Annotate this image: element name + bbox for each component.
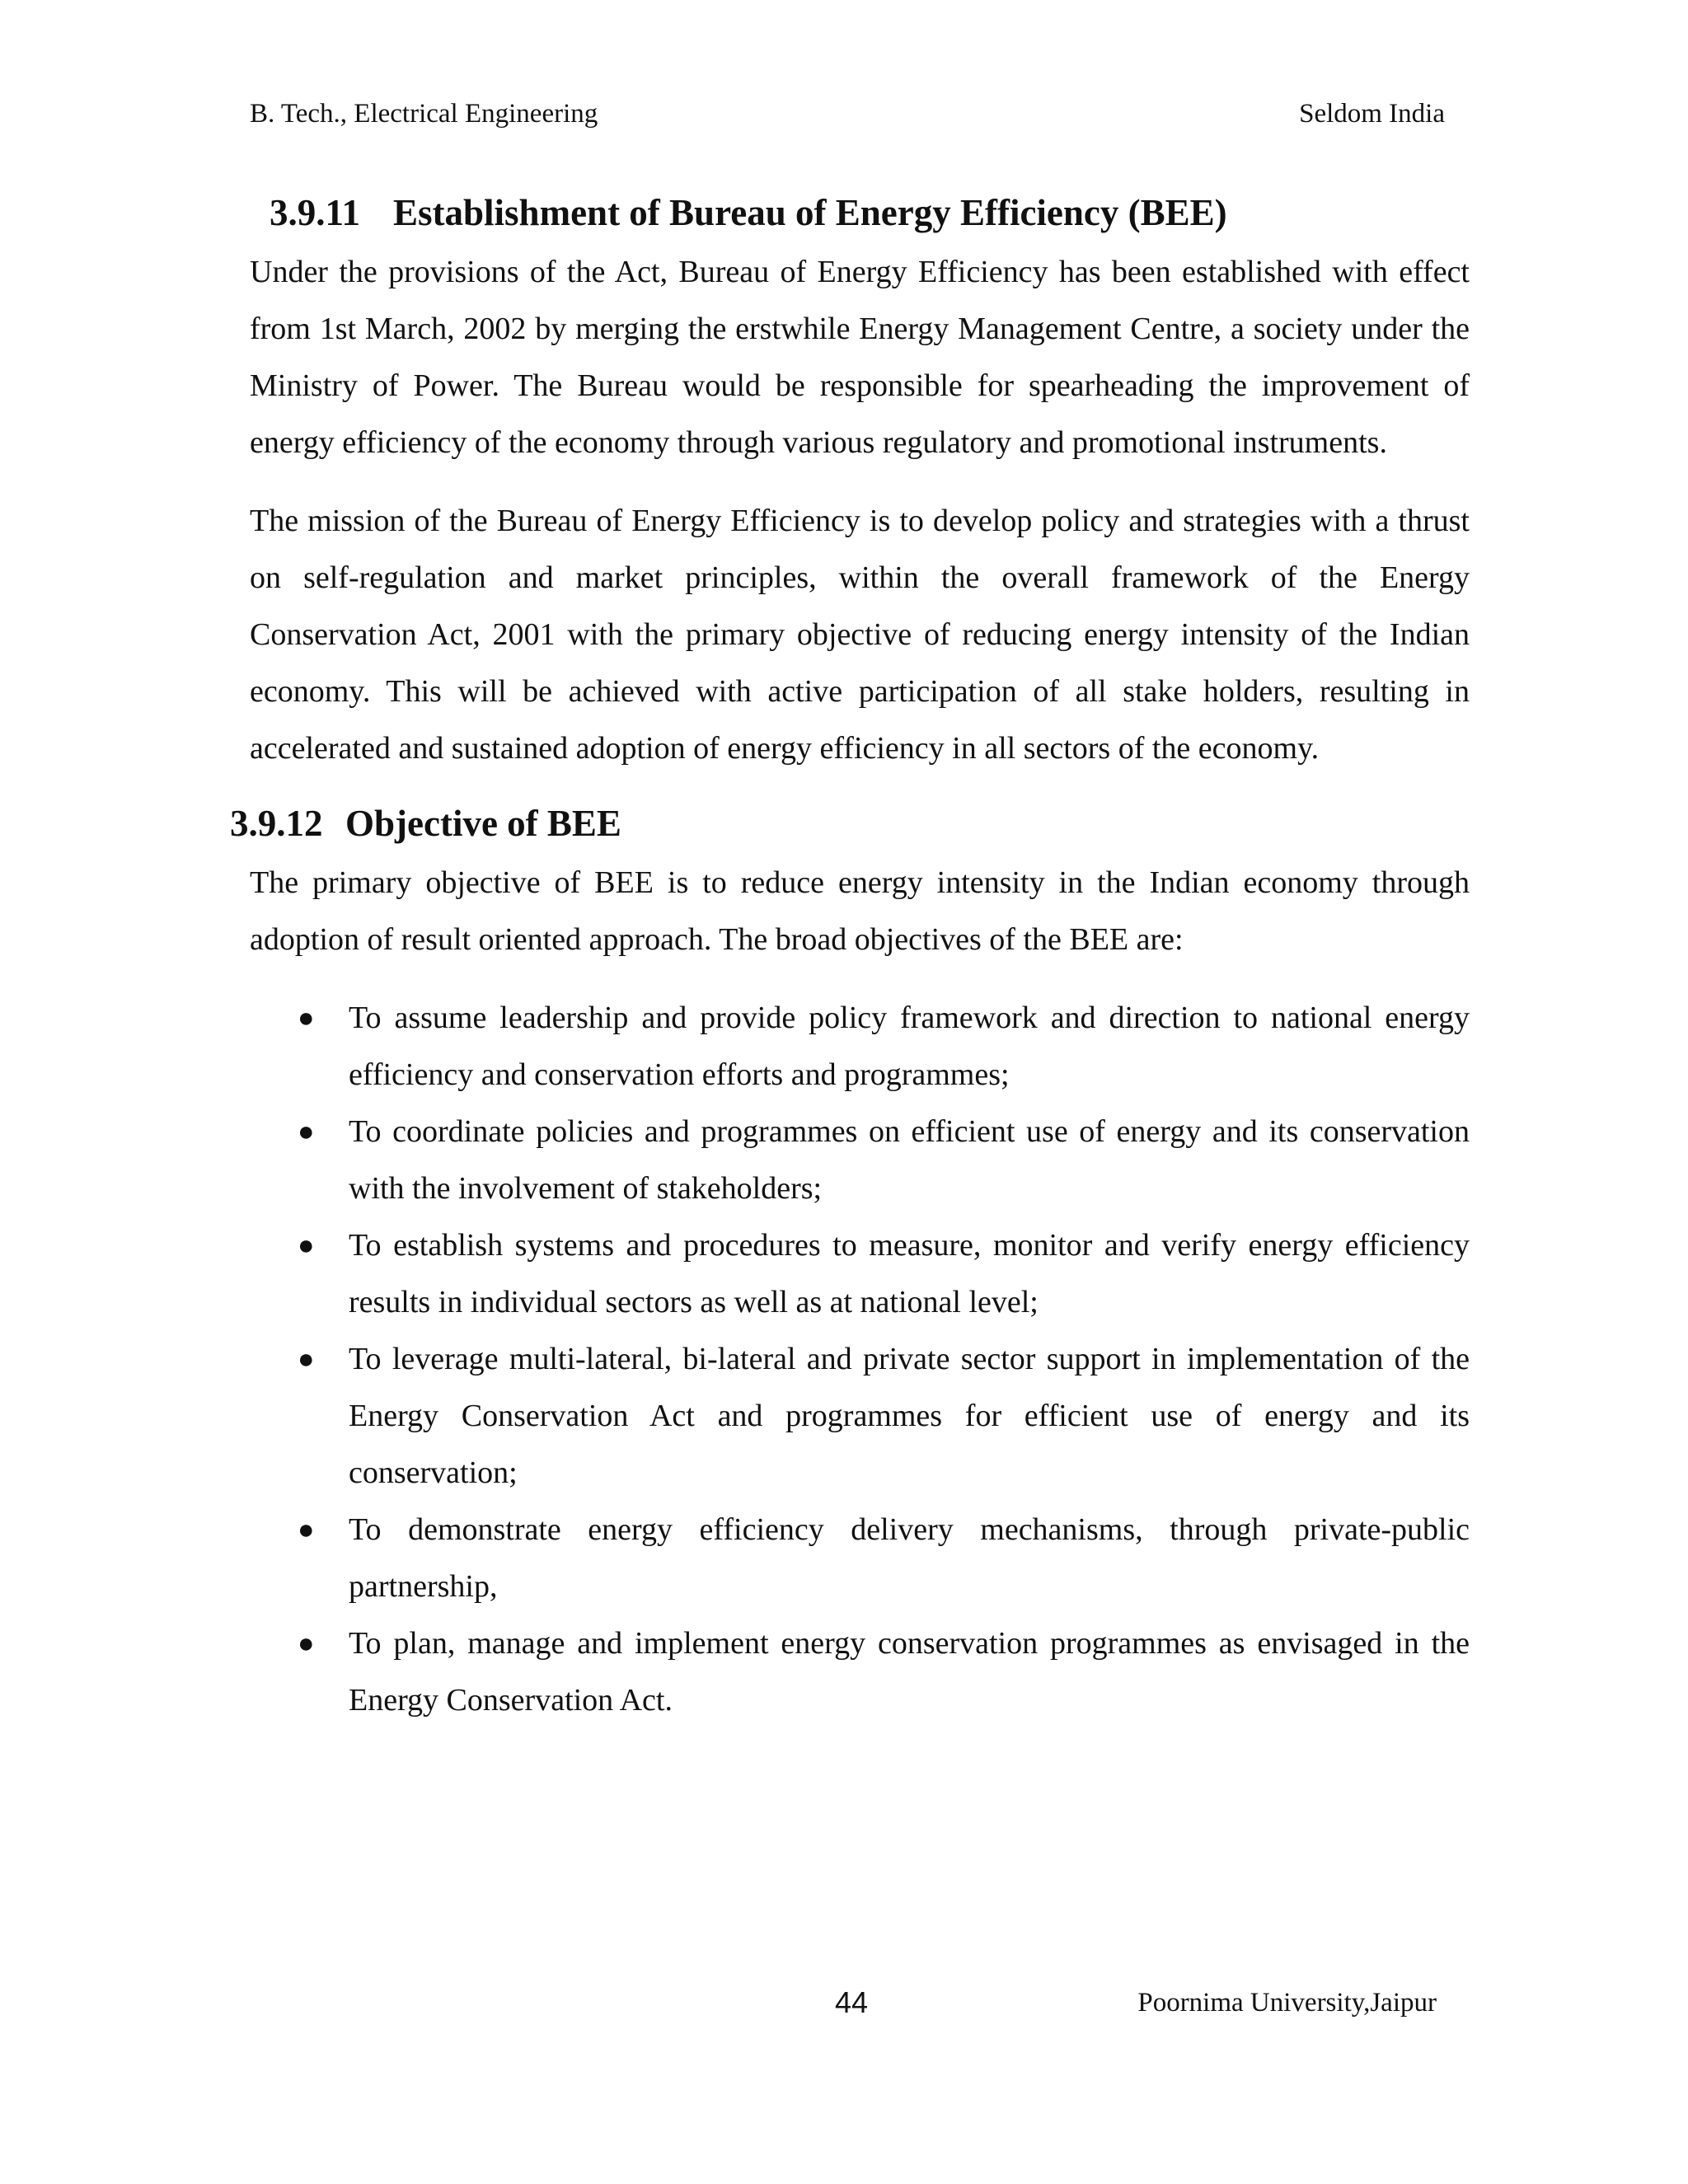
bullet-icon: ● <box>298 1117 315 1147</box>
list-item-text: To assume leadership and provide policy framework and direction to national energy efficiency and conservation efforts and programmes; <box>349 1001 1470 1092</box>
list-item-text: To coordinate policies and programmes on efficient use of energy and its conservation with the involvement of stakeholders; <box>349 1114 1470 1206</box>
section-title: Establishment of Bureau of Energy Efficiency (BEE) <box>393 192 1227 233</box>
section-heading-bee-establishment <box>250 188 1470 237</box>
section-title: Objective of BEE <box>345 803 621 844</box>
list-item <box>298 1331 1470 1502</box>
page-number: 44 <box>835 1985 869 2019</box>
bullet-icon: ● <box>298 1629 315 1659</box>
list-item <box>298 1502 1470 1615</box>
header-course: B. Tech., Electrical Engineering <box>250 99 598 129</box>
list-item <box>298 1217 1470 1331</box>
footer-institution: Poornima University,Jaipur <box>1137 1988 1437 2018</box>
section-heading-bee-objective <box>230 799 1470 848</box>
header-publisher: Seldom India <box>1299 99 1445 129</box>
paragraph-bee-mission: The mission of the Bureau of Energy Efficiency is to develop policy and strategies with a thrust on self-regulation and market principles, within the overall framework of the Energy Conservation Act, 2001 with the primary objective of reducing energy intensity of the Indian economy. This will be achieved with active participation of all stake holders, resulting in accelerated and sustained adoption of energy efficiency in all sectors of the economy. <box>250 504 1470 766</box>
list-item-text: To leverage multi-lateral, bi-lateral and private sector support in implementation of the Energy Conservation Act and programmes for efficient use of energy and its conservation; <box>349 1342 1470 1490</box>
list-item <box>298 990 1470 1104</box>
list-item <box>298 1104 1470 1217</box>
bullet-icon: ● <box>298 1230 315 1261</box>
section-number: 3.9.12 <box>230 803 323 844</box>
bullet-icon: ● <box>298 1344 315 1375</box>
paragraph-objective-intro: The primary objective of BEE is to reduce energy intensity in the Indian economy through adoption of result oriented approach. The broad objectives of the BEE are: <box>250 865 1470 957</box>
bullet-icon: ● <box>298 1515 315 1545</box>
list-item-text: To establish systems and procedures to measure, monitor and verify energy efficiency results in individual sectors as well as at national level; <box>349 1228 1470 1319</box>
bullet-icon: ● <box>298 1003 315 1033</box>
list-item-text: To demonstrate energy efficiency delivery mechanisms, through private-public partnership, <box>349 1512 1470 1604</box>
objectives-list <box>250 990 1470 1729</box>
paragraph-bee-establishment: Under the provisions of the Act, Bureau of Energy Efficiency has been established with effect from 1st March, 2002 by merging the erstwhile Energy Management Centre, a society under the Ministry of Power. The Bureau would be responsible for spearheading the improvement of energy efficiency of the economy through various regulatory and promotional instruments. <box>250 255 1470 460</box>
section-number: 3.9.11 <box>270 192 361 233</box>
list-item-text: To plan, manage and implement energy conservation programmes as envisaged in the Energy Conservation Act. <box>349 1626 1470 1718</box>
page-content <box>230 188 1470 1729</box>
list-item <box>298 1615 1470 1729</box>
